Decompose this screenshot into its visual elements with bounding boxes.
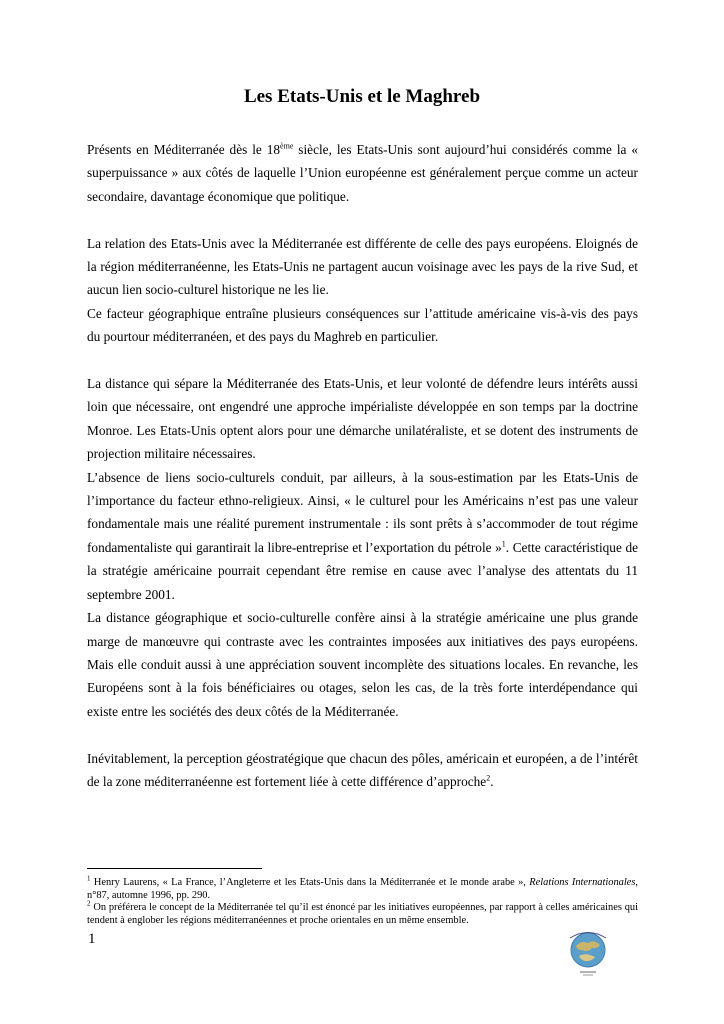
- paragraph-7: Inévitablement, la perception géostratégique que chacun des pôles, américain et européen, a de l’intérêt de la zone méditerranéenne est fortement liée à cette différence d’approche$^2$.: [87, 750, 638, 789]
- body-text: [87, 138, 638, 793]
- ordinal-superscript: ème: [280, 141, 294, 151]
- footnote-2: $^2$ On préférera le concept de la Méditerranée tel qu’il est énoncé par les initiatives européennes, par rapport à celles américaines qui tendent à englober les régions méditerranéennes et proche orientales en un même ensemble.: [87, 899, 638, 926]
- paragraph-2: La relation des Etats-Unis avec la Méditerranée est différente de celle des pays européens. Eloignés de la région méditerranéenne, les Etats-Unis ne partagent aucun voisinage avec les pays de la rive Sud, et aucun lien socio-culturel historique ne les lie.: [87, 235, 638, 298]
- paragraph-3: Ce facteur géographique entraîne plusieurs conséquences sur l’attitude américaine vis-à-vis des pays du pourtour méditerranéen, et des pays du Maghreb en particulier.: [87, 305, 638, 345]
- paragraph-4: La distance qui sépare la Méditerranée des Etats-Unis, et leur volonté de défendre leurs intérêts aussi loin que nécessaire, ont engendré une approche impérialiste développée en son temps par la doctrine Monroe. Les Etats-Unis optent alors pour une démarche unilatéraliste, et se dotent des instruments de projection militaire nécessaires.: [87, 376, 638, 462]
- footnote-separator: [87, 868, 262, 869]
- page-title: Les Etats-Unis et le Maghreb: [243, 86, 481, 107]
- paragraph-6: La distance géographique et socio-culturelle confère ainsi à la stratégie américaine une plus grande marge de manœuvre qui contraste avec les contraintes imposées aux initiatives des pays européens. Mais elle conduit aussi à une appréciation souvent incomplète des situations locales. En revanche, les Européens sont à la fois bénéficiaires ou otages, selon les cas, de la très forte interdépendance qui existe entre les sociétés des deux côtés de la Méditerranée.: [87, 610, 638, 719]
- page-number: 1: [88, 931, 96, 947]
- paragraph-1: Présents en Méditerranée dès le 18ème siècle, les Etats-Unis sont aujourd’hui considérés comme la « superpuissance » aux côtés de laquelle l’Union européenne est généralement perçue comme un acteur secondaire, davantage économique que politique.: [87, 141, 639, 204]
- footnote-1: $^1$ Henry Laurens, « La France, l’Angleterre et les Etats-Unis dans la Méditerranée et le monde arabe », Relations Internationales, n°87, automne 1996, pp. 290.: [87, 874, 638, 901]
- globe-logo-icon: [564, 928, 612, 978]
- footnote-ref-2[interactable]: 2: [486, 773, 491, 783]
- footnotes: [87, 874, 638, 927]
- organization-logo: [564, 928, 612, 978]
- footnote-ref-1[interactable]: 1: [501, 539, 506, 549]
- paragraph-5: L’absence de liens socio-culturels conduit, par ailleurs, à la sous-estimation par les Etats-Unis de l’importance du facteur ethno-religieux. Ainsi, « le culturel pour les Américains n’est pas une valeur fondamentale mais une réalité purement instrumentale : ils sont prêts à s’accommoder de tout régime fondamentaliste qui garantirait la libre-entreprise et l’exportation du pétrole »$^1$. Cette caractéristique de la stratégie américaine pourrait cependant être remise en cause avec l’analyse des attentats du 11 septembre 2001.: [87, 469, 638, 602]
